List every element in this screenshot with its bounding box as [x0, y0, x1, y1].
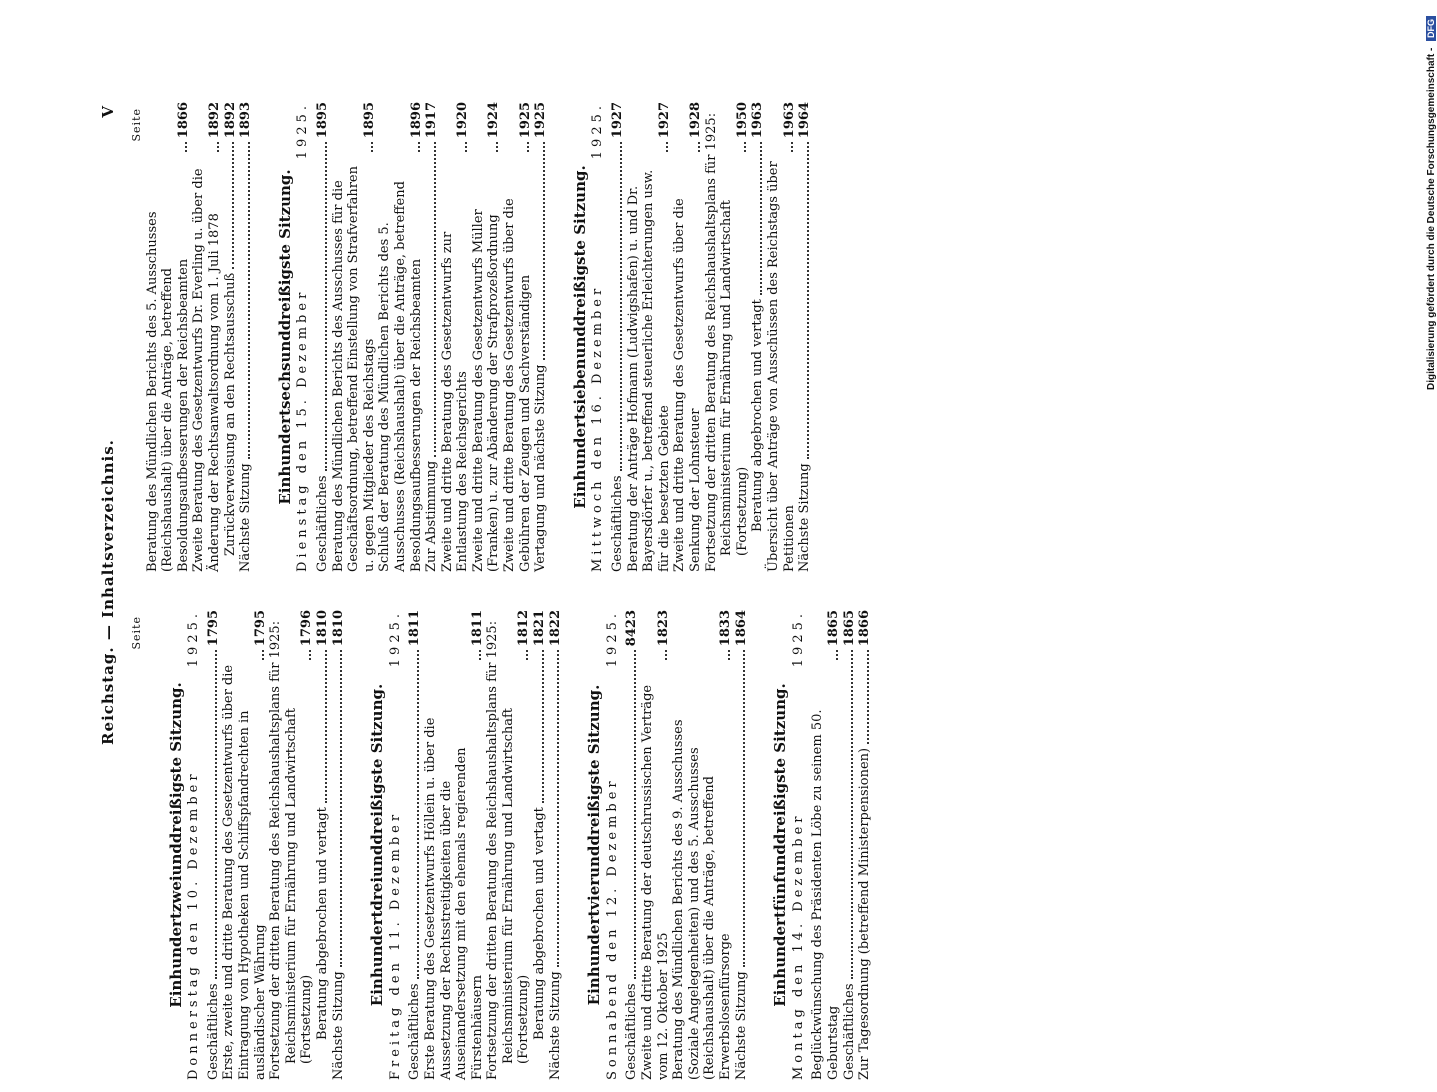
- toc-page: [95, 92, 1335, 1092]
- entry-text: Geschäftliches: [841, 983, 857, 1080]
- entry-page: 1920: [455, 102, 471, 139]
- spacer: [549, 102, 563, 572]
- toc-entry: [223, 102, 239, 572]
- entry-text: Reichsministerium für Ernährung und Landwirtschaft (Fortsetzung): [719, 199, 750, 556]
- dot-leader: [217, 142, 219, 152]
- entry-text: Nächste Sitzung: [547, 971, 563, 1080]
- toc-entry: [315, 610, 331, 1080]
- entry-text: Reichsministerium für Ernährung und Landwirtschaft (Fortsetzung): [283, 707, 315, 1064]
- session-title: Einhundertsiebenunddreißigste Sitzung.: [570, 165, 589, 509]
- toc-entry: [221, 610, 268, 1080]
- session-date: [590, 102, 606, 572]
- session-title: Einhundertdreiunddreißigste Sitzung.: [368, 683, 387, 1007]
- toc-entry: [548, 610, 564, 1080]
- entry-text: Zweite und dritte Beratung des Gesetzentwurfs Müller (Franken) u. zur Abänderung der Strafprozeßordnung: [470, 209, 502, 572]
- dot-leader: [248, 142, 250, 459]
- entry-text: Zurückverweisung an den Rechtsausschuß: [222, 272, 238, 556]
- toc-entry: [719, 102, 750, 572]
- dot-leader: [744, 142, 746, 152]
- entry-text: Beratung abgebrochen und vertagt: [314, 807, 330, 1040]
- toc-entry: [624, 610, 640, 1080]
- toc-entry: [331, 610, 347, 1080]
- entry-text: Zweite Beratung des Gesetzentwurfs Dr. Everling u. über die Änderung der Rechtsanwaltsordnung vom 1. Juli 1878: [191, 168, 222, 572]
- toc-entry: [533, 102, 549, 572]
- left-column: [129, 610, 873, 1080]
- entry-page: 1810: [314, 610, 330, 647]
- dot-leader: [620, 142, 622, 471]
- entry-page: 1810: [330, 610, 346, 647]
- session-title: Einhundertvierunddreißigste Sitzung.: [585, 684, 604, 1006]
- dot-leader: [543, 142, 545, 360]
- entry-text: Erste, zweite und dritte Beratung des Gesetzentwurfs über die Eintragung von Hypotheken und Schiffspfandrechten in ausländischer Währung: [221, 664, 268, 1080]
- dot-leader: [728, 650, 730, 660]
- session-date-label: Mittwoch den 16. Dezember: [590, 284, 606, 572]
- dot-leader: [479, 650, 481, 660]
- dot-leader: [760, 142, 762, 295]
- entry-page: 1917: [424, 102, 440, 139]
- entry-text: Zweite und dritte Beratung der deutschrussischen Verträge vom 12. Oktober 1925: [640, 684, 671, 1080]
- entry-text: Geschäftliches: [624, 983, 640, 1080]
- entry-text: Geschäftliches: [314, 475, 330, 572]
- entry-page: 1795: [205, 610, 221, 647]
- entry-text: Beratung der Anträge Hofmann (Ludwigshafen) u. und Dr. Bayersdörfer u., betreffend steuerliche Erleichterungen usw. für die besetzten Gebiete: [625, 169, 672, 572]
- dot-leader: [340, 650, 342, 967]
- entry-text: Fortsetzung der dritten Beratung des Reichshaushaltsplans für 1925:: [703, 112, 719, 572]
- spacer: [254, 102, 268, 572]
- toc-entry: [810, 610, 841, 1080]
- dot-leader: [851, 650, 853, 979]
- session-date-label: Freitag den 11. Dezember: [387, 810, 403, 1080]
- entry-page: 8423: [624, 610, 640, 647]
- entry-text: Zweite und dritte Beratung des Gesetzentwurfs über die Senkung der Lohnsteuer: [672, 198, 703, 572]
- spacer: [563, 610, 577, 1080]
- toc-entry: [626, 102, 673, 572]
- dot-leader: [418, 142, 420, 152]
- entry-page: 1865: [841, 610, 857, 647]
- entry-page: 1892: [222, 102, 238, 139]
- dot-leader: [262, 650, 264, 660]
- entry-page: 1924: [486, 102, 502, 139]
- entry-text: Reichsministerium für Ernährung und Landwirtschaft (Fortsetzung): [500, 707, 532, 1064]
- entry-page: 1950: [734, 102, 750, 139]
- toc-entry: [377, 102, 424, 572]
- dot-leader: [791, 142, 793, 152]
- session-title: Einhundertfünfunddreißigste Sitzung.: [771, 683, 790, 1007]
- dot-leader: [325, 650, 327, 803]
- toc-entry: [284, 610, 315, 1080]
- entry-page: 1925: [517, 102, 533, 139]
- session-date-label: Donnerstag den 10. Dezember: [186, 770, 202, 1080]
- toc-entry: [532, 610, 548, 1080]
- entry-text: Zweite und dritte Beratung des Gesetzentwurfs zur Entlastung des Reichsgerichts: [439, 231, 471, 572]
- entry-page: 1812: [516, 610, 532, 647]
- dot-leader: [215, 650, 217, 979]
- session-date-year: 1925.: [186, 610, 202, 668]
- entry-text: Übersicht über Anträge von Ausschüssen des Reichstags über Petitionen: [765, 161, 797, 572]
- dot-leader: [836, 650, 838, 660]
- entry-page: 1833: [718, 610, 733, 647]
- entry-page: 1896: [408, 102, 424, 139]
- entry-page: 1927: [610, 102, 626, 139]
- entry-page: 1963: [750, 102, 766, 139]
- dot-leader: [309, 650, 311, 660]
- dot-leader: [698, 142, 700, 152]
- session-title: Einhundertzweiunddreißigste Sitzung.: [166, 682, 185, 1008]
- toc-entry: [238, 102, 254, 572]
- session-title: Einhundertsechsunddreißigste Sitzung.: [275, 169, 294, 505]
- entry-text: Fortsetzung der dritten Beratung des Reichshaushaltsplans für 1925:: [268, 620, 284, 1080]
- entry-text: Nächste Sitzung: [733, 971, 749, 1080]
- entry-text: Zweite und dritte Beratung des Gesetzentwurfs über die Gebühren der Zeugen und Sachverständigen: [502, 198, 533, 572]
- toc-entry: [704, 102, 720, 572]
- toc-entry: [191, 102, 222, 572]
- entry-page: 1927: [656, 102, 672, 139]
- side-notice: [1412, 10, 1437, 390]
- session-date: [295, 102, 311, 572]
- dot-leader: [743, 650, 745, 967]
- entry-page: 1928: [688, 102, 703, 139]
- spacer: [346, 610, 360, 1080]
- session-date-year: 1925.: [604, 610, 620, 668]
- dot-leader: [665, 650, 667, 660]
- scanned-page: [95, 92, 1335, 1092]
- toc-entry: [734, 610, 750, 1080]
- toc-entry: [857, 610, 873, 1080]
- toc-entry: [766, 102, 797, 572]
- entry-text: Beratung des Mündlichen Berichts des 5. Ausschusses (Reichshaushalt) über die Anträge, betreffend Besoldungsaufbesserungen der Reichsbeamten: [144, 211, 191, 572]
- toc-entry: [471, 102, 502, 572]
- dot-leader: [542, 650, 544, 803]
- entry-text: Nächste Sitzung: [330, 971, 346, 1080]
- toc-entry: [797, 102, 813, 572]
- entry-text: Nächste Sitzung: [238, 463, 254, 572]
- session-date: [186, 610, 202, 1080]
- entry-page: 1823: [655, 610, 671, 647]
- dot-leader: [232, 142, 234, 269]
- session-date: [388, 610, 404, 1080]
- entry-text: Beglückwünschung des Präsidenten Löbe zu seinem 50. Geburtstag: [810, 709, 841, 1080]
- toc-entry: [671, 610, 733, 1080]
- seite-label: Seite: [130, 616, 143, 650]
- dot-leader: [417, 650, 419, 979]
- session-date-year: 1925.: [590, 102, 606, 160]
- entry-text: Schluß der Beratung des Mündlichen Berichts des 5. Ausschusses (Reichshaushalt) über die Anträge, betreffend Besoldungsaufbesserungen der Reichsbeamten: [377, 181, 424, 572]
- entry-page: 1893: [238, 102, 254, 139]
- dot-leader: [185, 142, 187, 152]
- dot-leader: [371, 142, 373, 152]
- spacer: [749, 610, 763, 1080]
- entry-page: 1895: [314, 102, 330, 139]
- session-date: [791, 610, 807, 1080]
- dot-leader: [807, 142, 809, 459]
- running-header: [99, 92, 125, 1092]
- entry-page: 1892: [206, 102, 222, 139]
- entry-text: Zur Abstimmung: [424, 460, 440, 572]
- session-date-year: 1925.: [790, 610, 806, 668]
- entry-text: Geschäftliches: [610, 475, 626, 572]
- side-notice-text: Digitalisierung gefördert durch die Deutsche Forschungsgemeinschaft -: [1426, 47, 1437, 390]
- dot-leader: [465, 142, 467, 152]
- toc-entry: [423, 610, 485, 1080]
- toc-entry: [268, 610, 284, 1080]
- dot-leader: [434, 142, 436, 457]
- dot-leader: [496, 142, 498, 152]
- entry-page: 1866: [175, 102, 191, 139]
- dot-leader: [527, 142, 529, 152]
- toc-entry: [206, 610, 222, 1080]
- entry-page: 1964: [797, 102, 813, 139]
- entry-page: 1811: [407, 610, 423, 647]
- dot-leader: [557, 650, 559, 967]
- session-date-year: 1925.: [295, 102, 311, 160]
- dfg-logo: DFG: [1426, 16, 1436, 41]
- entry-text: Geschäftliches: [205, 983, 221, 1080]
- entry-page: 1925: [533, 102, 549, 139]
- entry-text: Erste Beratung des Gesetzentwurfs Höllein u. über die Aussetzung der Rechtsstreitigkeiten über die Auseinandersetzung mit den ehemals regierenden Fürstenhäusern: [422, 717, 485, 1080]
- entry-page: 1811: [469, 610, 485, 647]
- entry-page: 1864: [733, 610, 749, 647]
- session-date-label: Dienstag den 15. Dezember: [295, 288, 311, 572]
- entry-text: Beratung des Mündlichen Berichts des Ausschusses für die Geschäftsordnung, betreffend Einstellung von Strafverfahren u. gegen Mitglieder des Reichstags: [330, 165, 377, 572]
- toc-entry: [640, 610, 671, 1080]
- dot-leader: [867, 650, 869, 744]
- entry-page: 1866: [857, 610, 873, 647]
- session-date-label: Sonnabend den 12. Dezember: [604, 777, 620, 1080]
- entry-page: 1822: [547, 610, 563, 647]
- entry-text: Beratung des Mündlichen Berichts des 9. Ausschusses (Soziale Angelegenheiten) und des 5. Ausschusses (Reichshaushalt) über die Anträge, betreffend Erwerbslosenfürsorge: [671, 719, 733, 1080]
- header-title: Reichstag. — Inhaltsverzeichnis.: [99, 439, 117, 745]
- toc-entry: [672, 102, 703, 572]
- toc-entry: [145, 102, 192, 572]
- entry-text: Vertagung und nächste Sitzung: [533, 364, 549, 572]
- entry-page: 1795: [252, 610, 268, 647]
- toc-entry: [610, 102, 626, 572]
- dot-leader: [634, 650, 636, 979]
- entry-page: 1963: [781, 102, 797, 139]
- entry-page: 1865: [825, 610, 841, 647]
- session-date-year: 1925.: [387, 610, 403, 668]
- entry-page: 1821: [532, 610, 548, 647]
- toc-entry: [485, 610, 501, 1080]
- toc-entry: [440, 102, 471, 572]
- right-column: [129, 102, 813, 572]
- page-number: V: [99, 106, 117, 118]
- toc-entry: [424, 102, 440, 572]
- toc-entry: [407, 610, 423, 1080]
- toc-entry: [331, 102, 378, 572]
- entry-text: Beratung abgebrochen und vertagt: [750, 299, 766, 532]
- toc-entry: [842, 610, 858, 1080]
- entry-text: Zur Tagesordnung (betreffend Ministerpensionen): [857, 747, 873, 1080]
- session-date: [605, 610, 621, 1080]
- entry-text: Nächste Sitzung: [797, 463, 813, 572]
- toc-entry: [315, 102, 331, 572]
- toc-entry: [502, 102, 533, 572]
- spacer: [145, 610, 159, 1080]
- entry-page: 1796: [299, 610, 315, 647]
- dot-leader: [666, 142, 668, 152]
- entry-text: Beratung abgebrochen und vertagt: [532, 807, 548, 1040]
- dot-leader: [526, 650, 528, 660]
- toc-entry: [501, 610, 532, 1080]
- seite-label: Seite: [130, 108, 143, 142]
- dot-leader: [325, 142, 327, 471]
- entry-page: 1895: [361, 102, 377, 139]
- toc-entry: [750, 102, 766, 572]
- entry-text: Geschäftliches: [407, 983, 423, 1080]
- session-date-label: Montag den 14. Dezember: [790, 812, 806, 1080]
- entry-text: Fortsetzung der dritten Beratung des Reichshaushaltsplans für 1925:: [485, 620, 501, 1080]
